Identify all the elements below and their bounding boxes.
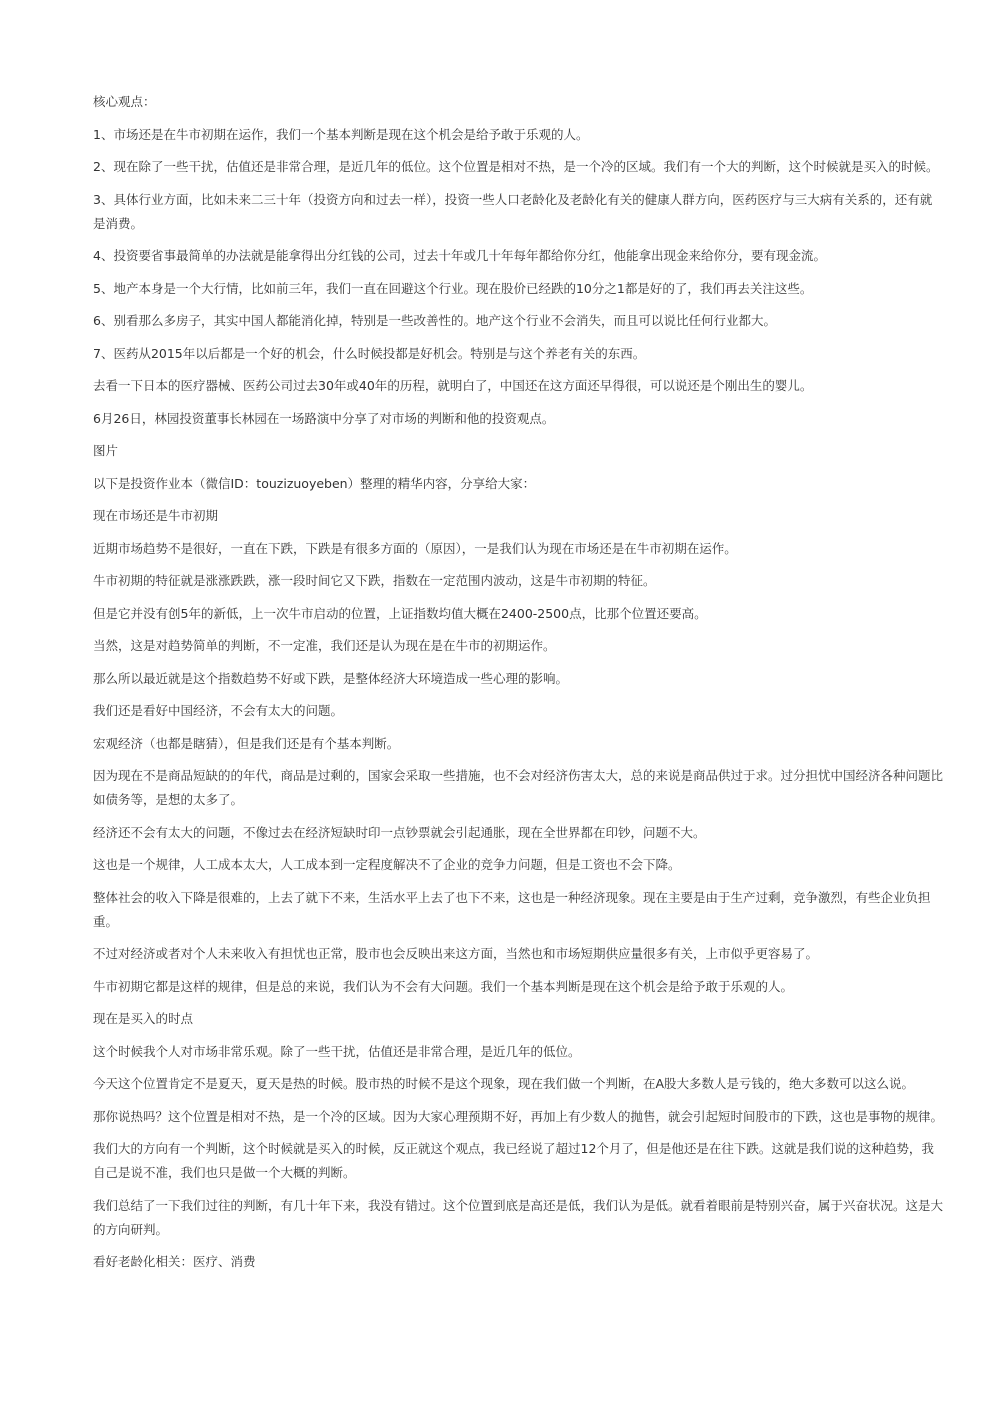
- paragraph: 那么所以最近就是这个指数趋势不好或下跌，是整体经济大环境造成一些心理的影响。: [93, 670, 569, 686]
- paragraph: 近期市场趋势不是很好，一直在下跌，下跌是有很多方面的（原因），一是我们认为现在市场还是在牛市初期在运作。: [93, 540, 737, 556]
- paragraph: 这个时候我个人对市场非常乐观。除了一些干扰，估值还是非常合理，是近几年的低位。: [93, 1043, 581, 1059]
- paragraph: 去看一下日本的医疗器械、医药公司过去30年或40年的历程，就明白了，中国还在这方面还早得很，可以说还是个刚出生的婴儿。: [93, 378, 813, 393]
- paragraph: 6月26日，林园投资董事长林园在一场路演中分享了对市场的判断和他的投资观点。: [93, 410, 555, 426]
- paragraph: 3、具体行业方面，比如未来二三十年（投资方向和过去一样），投资一些人口老龄化及老龄化有关的健康人群方向，医药医疗与三大病有关系的，还有就是消费。: [93, 191, 933, 231]
- image-placeholder-text: 图片: [93, 443, 119, 458]
- paragraph: 4、投资要省事最简单的办法就是能拿得出分红钱的公司，过去十年或几十年每年都给你分红，他能拿出现金来给你分，要有现金流。: [93, 248, 826, 263]
- paragraph: 1、市场还是在牛市初期在运作，我们一个基本判断是现在这个机会是给予敢于乐观的人。: [93, 126, 589, 142]
- paragraph: 宏观经济（也都是瞎猜），但是我们还是有个基本判断。: [93, 735, 400, 751]
- paragraph: 我们大的方向有一个判断，这个时候就是买入的时候，反正就这个观点，我已经说了超过12个月了，但是他还是在往下跌。这就是我们说的这种趋势，我自己是说不准，我们也只是做一个大概的判断。: [93, 1141, 934, 1180]
- paragraph: 整体社会的收入下降是很难的，上去了就下不来，生活水平上去了也下不来，这也是一种经济现象。现在主要是由于生产过剩，竞争激烈，有些企业负担重。: [93, 889, 931, 929]
- paragraph: 牛市初期的特征就是涨涨跌跌，涨一段时间它又下跌，指数在一定范围内波动，这是牛市初期的特征。: [93, 573, 656, 588]
- paragraph: 但是它并没有创5年的新低，上一次牛市启动的位置，上证指数均值大概在2400-2500点，比那个位置还要高。: [93, 605, 707, 621]
- paragraph: 今天这个位置肯定不是夏天，夏天是热的时候。股市热的时候不是这个现象，现在我们做一个判断，在A股大多数人是亏钱的，绝大多数可以这么说。: [93, 1076, 915, 1091]
- paragraph: 我们总结了一下我们过往的判断，有几十年下来，我没有错过。这个位置到底是高还是低，我们认为是低。就看着眼前是特别兴奋，属于兴奋状况。这是大的方向研判。: [93, 1197, 944, 1237]
- section-heading: 现在市场还是牛市初期: [93, 508, 219, 523]
- paragraph: 经济还不会有太大的问题，不像过去在经济短缺时印一点钞票就会引起通胀，现在全世界都在印钞，问题不大。: [93, 824, 706, 840]
- article-body: [93, 90, 943, 1283]
- section-heading: 核心观点：: [93, 94, 156, 109]
- paragraph: 这也是一个规律，人工成本太大，人工成本到一定程度解决不了企业的竞争力问题，但是工资也不会下降。: [93, 857, 681, 872]
- paragraph: 以下是投资作业本（微信ID：touzizuoyeben）整理的精华内容，分享给大家：: [93, 475, 536, 491]
- section-heading: 看好老龄化相关：医疗、消费: [93, 1254, 256, 1269]
- paragraph: 因为现在不是商品短缺的的年代，商品是过剩的，国家会采取一些措施，也不会对经济伤害太大，总的来说是商品供过于求。过分担忧中国经济各种问题比如债务等，是想的太多了。: [93, 768, 944, 807]
- section-heading: 现在是买入的时点: [93, 1011, 194, 1026]
- paragraph: 当然，这是对趋势简单的判断，不一定准，我们还是认为现在是在牛市的初期运作。: [93, 638, 556, 653]
- paragraph: 我们还是看好中国经济，不会有太大的问题。: [93, 703, 344, 718]
- paragraph: 5、地产本身是一个大行情，比如前三年，我们一直在回避这个行业。现在股价已经跌的10分之1都是好的了，我们再去关注这些。: [93, 280, 813, 296]
- paragraph: 2、现在除了一些干扰，估值还是非常合理，是近几年的低位。这个位置是相对不热，是一个冷的区域。我们有一个大的判断，这个时候就是买入的时候。: [93, 159, 939, 174]
- paragraph: 牛市初期它都是这样的规律，但是总的来说，我们认为不会有大问题。我们一个基本判断是现在这个机会是给予敢于乐观的人。: [93, 978, 794, 994]
- paragraph: 6、别看那么多房子，其实中国人都能消化掉，特别是一些改善性的。地产这个行业不会消失，而且可以说比任何行业都大。: [93, 313, 776, 328]
- paragraph: 不过对经济或者对个人未来收入有担忧也正常，股市也会反映出来这方面，当然也和市场短期供应量很多有关，上市似乎更容易了。: [93, 946, 819, 961]
- paragraph: 那你说热吗？这个位置是相对不热，是一个冷的区域。因为大家心理预期不好，再加上有少数人的抛售，就会引起短时间股市的下跌，这也是事物的规律。: [93, 1108, 944, 1124]
- paragraph: 7、医药从2015年以后都是一个好的机会，什么时候投都是好机会。特别是与这个养老有关的东西。: [93, 345, 646, 361]
